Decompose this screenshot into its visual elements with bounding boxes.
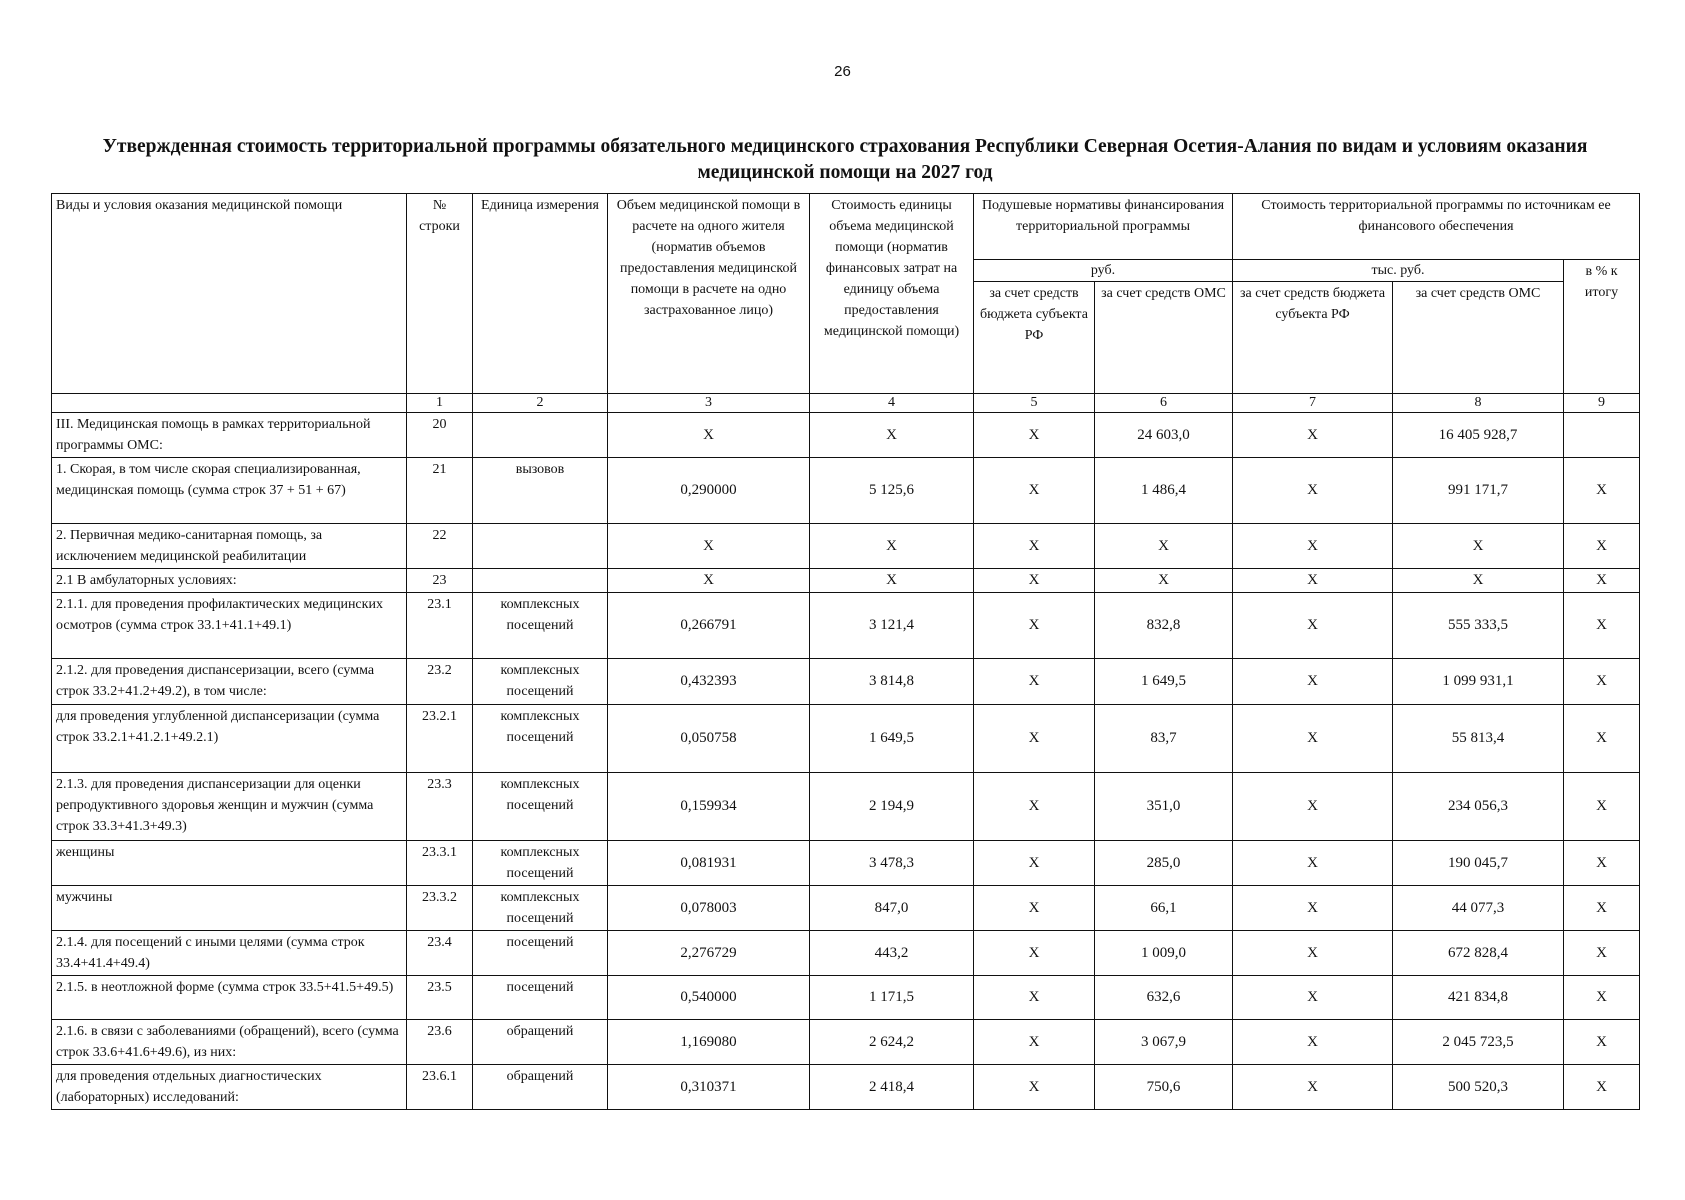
oms-thousand-cell: 500 520,3 [1393, 1065, 1564, 1110]
column-number: 5 [974, 394, 1095, 413]
table-row [52, 841, 1640, 886]
row-number: 23.5 [407, 976, 473, 1020]
budget-rub-cell: X [974, 569, 1095, 593]
volume-cell: X [608, 524, 810, 569]
row-number: 23.6 [407, 1020, 473, 1065]
pct-cell: X [1564, 569, 1640, 593]
row-number: 23.3.1 [407, 841, 473, 886]
document-title: Утвержденная стоимость территориальной программы обязательного медицинского страхования Республики Северная Осетия-Алания по видам и условиям оказания медицинской помощи на 2027 год [102, 136, 1588, 183]
budget-thousand-cell: X [1233, 593, 1393, 659]
budget-rub-cell: X [974, 931, 1095, 976]
header-unit: Единица измерения [473, 194, 608, 394]
row-unit: комплексных посещений [473, 841, 608, 886]
unit-cost-cell: 1 171,5 [810, 976, 974, 1020]
unit-cost-cell: X [810, 569, 974, 593]
header-unit-thousand-rub: тыс. руб. [1233, 260, 1564, 282]
row-unit: комплексных посещений [473, 886, 608, 931]
oms-rub-cell: 632,6 [1095, 976, 1233, 1020]
pct-cell: X [1564, 841, 1640, 886]
budget-rub-cell: X [974, 1020, 1095, 1065]
unit-cost-cell: X [810, 413, 974, 458]
row-name: для проведения отдельных диагностических (лабораторных) исследований: [52, 1065, 407, 1110]
table-row [52, 413, 1640, 458]
volume-cell: 0,050758 [608, 705, 810, 773]
table-row [52, 931, 1640, 976]
volume-cell: 0,290000 [608, 458, 810, 524]
oms-thousand-cell: 672 828,4 [1393, 931, 1564, 976]
header-pct: в % к итогу [1564, 260, 1640, 394]
budget-rub-cell: X [974, 705, 1095, 773]
budget-thousand-cell: X [1233, 976, 1393, 1020]
volume-cell: 0,540000 [608, 976, 810, 1020]
oms-thousand-cell: 2 045 723,5 [1393, 1020, 1564, 1065]
unit-cost-cell: 443,2 [810, 931, 974, 976]
row-number: 23.6.1 [407, 1065, 473, 1110]
row-name: 2.1.1. для проведения профилактических медицинских осмотров (сумма строк 33.1+41.1+49.1) [52, 593, 407, 659]
row-name: 2.1.5. в неотложной форме (сумма строк 33.5+41.5+49.5) [52, 976, 407, 1020]
volume-cell: 0,310371 [608, 1065, 810, 1110]
row-number: 23.1 [407, 593, 473, 659]
header-budget-rub: за счет средств бюджета субъекта РФ [974, 282, 1095, 394]
oms-thousand-cell: 1 099 931,1 [1393, 659, 1564, 705]
column-number: 6 [1095, 394, 1233, 413]
header-oms-rub: за счет средств ОМС [1095, 282, 1233, 394]
table-header [52, 194, 1640, 413]
header-name: Виды и условия оказания медицинской помощи [52, 194, 407, 394]
table-row [52, 659, 1640, 705]
budget-rub-cell: X [974, 458, 1095, 524]
unit-cost-cell: 5 125,6 [810, 458, 974, 524]
column-numbers-row [52, 394, 1640, 413]
pct-cell: X [1564, 705, 1640, 773]
volume-cell: 0,159934 [608, 773, 810, 841]
budget-thousand-cell: X [1233, 1020, 1393, 1065]
budget-rub-cell: X [974, 886, 1095, 931]
oms-rub-cell: 66,1 [1095, 886, 1233, 931]
table-body [52, 413, 1640, 1110]
header-volume: Объем медицинской помощи в расчете на одного жителя (норматив объемов предоставления медицинской помощи в расчете на одно застрахованное лицо) [608, 194, 810, 394]
table-row [52, 1065, 1640, 1110]
row-unit: вызовов [473, 458, 608, 524]
table-row [52, 773, 1640, 841]
oms-thousand-cell: 44 077,3 [1393, 886, 1564, 931]
row-number: 23.3.2 [407, 886, 473, 931]
oms-rub-cell: X [1095, 569, 1233, 593]
row-number: 22 [407, 524, 473, 569]
table-row [52, 569, 1640, 593]
budget-thousand-cell: X [1233, 659, 1393, 705]
oms-rub-cell: 1 009,0 [1095, 931, 1233, 976]
budget-thousand-cell: X [1233, 886, 1393, 931]
row-name: 2.1.3. для проведения диспансеризации для оценки репродуктивного здоровья женщин и мужчин (сумма строк 33.3+41.3+49.3) [52, 773, 407, 841]
header-per-capita-group: Подушевые нормативы финансирования территориальной программы [974, 194, 1233, 260]
header-total-group: Стоимость территориальной программы по источникам ее финансового обеспечения [1233, 194, 1640, 260]
oms-rub-cell: X [1095, 524, 1233, 569]
header-oms-thousand: за счет средств ОМС [1393, 282, 1564, 394]
column-number: 9 [1564, 394, 1640, 413]
budget-thousand-cell: X [1233, 569, 1393, 593]
row-number: 23 [407, 569, 473, 593]
row-number: 23.2 [407, 659, 473, 705]
oms-rub-cell: 832,8 [1095, 593, 1233, 659]
row-number: 21 [407, 458, 473, 524]
volume-cell: 1,169080 [608, 1020, 810, 1065]
row-unit [473, 569, 608, 593]
oms-rub-cell: 3 067,9 [1095, 1020, 1233, 1065]
oms-rub-cell: 83,7 [1095, 705, 1233, 773]
row-unit: обращений [473, 1065, 608, 1110]
oms-thousand-cell: 190 045,7 [1393, 841, 1564, 886]
table-row [52, 976, 1640, 1020]
budget-thousand-cell: X [1233, 524, 1393, 569]
pct-cell: X [1564, 1020, 1640, 1065]
table-row [52, 593, 1640, 659]
row-name: женщины [52, 841, 407, 886]
column-number: 1 [407, 394, 473, 413]
pct-cell: X [1564, 773, 1640, 841]
budget-rub-cell: X [974, 841, 1095, 886]
row-unit [473, 413, 608, 458]
table-row [52, 886, 1640, 931]
volume-cell: 0,266791 [608, 593, 810, 659]
table-row [52, 1020, 1640, 1065]
row-unit: комплексных посещений [473, 705, 608, 773]
pct-cell: X [1564, 976, 1640, 1020]
row-unit: посещений [473, 931, 608, 976]
oms-rub-cell: 285,0 [1095, 841, 1233, 886]
volume-cell: X [608, 569, 810, 593]
row-name: 1. Скорая, в том числе скорая специализированная, медицинская помощь (сумма строк 37 + 51 + 67) [52, 458, 407, 524]
column-number: 8 [1393, 394, 1564, 413]
oms-thousand-cell: 234 056,3 [1393, 773, 1564, 841]
header-budget-thousand: за счет средств бюджета субъекта РФ [1233, 282, 1393, 394]
budget-rub-cell: X [974, 524, 1095, 569]
pct-cell: X [1564, 886, 1640, 931]
volume-cell: 2,276729 [608, 931, 810, 976]
row-unit: комплексных посещений [473, 773, 608, 841]
volume-cell: X [608, 413, 810, 458]
row-name: 2. Первичная медико-санитарная помощь, за исключением медицинской реабилитации [52, 524, 407, 569]
oms-rub-cell: 1 649,5 [1095, 659, 1233, 705]
column-number: 2 [473, 394, 608, 413]
oms-rub-cell: 351,0 [1095, 773, 1233, 841]
budget-thousand-cell: X [1233, 413, 1393, 458]
budget-rub-cell: X [974, 593, 1095, 659]
pct-cell: X [1564, 931, 1640, 976]
row-unit: обращений [473, 1020, 608, 1065]
unit-cost-cell: 1 649,5 [810, 705, 974, 773]
oms-thousand-cell: 991 171,7 [1393, 458, 1564, 524]
column-number: 7 [1233, 394, 1393, 413]
row-unit [473, 524, 608, 569]
budget-rub-cell: X [974, 773, 1095, 841]
pct-cell: X [1564, 458, 1640, 524]
row-unit: комплексных посещений [473, 659, 608, 705]
cost-table [51, 193, 1640, 1110]
budget-thousand-cell: X [1233, 1065, 1393, 1110]
column-number: 4 [810, 394, 974, 413]
header-unit-cost: Стоимость единицы объема медицинской помощи (норматив финансовых затрат на единицу объема предоставления медицинской помощи) [810, 194, 974, 394]
row-name: для проведения углубленной диспансеризации (сумма строк 33.2.1+41.2.1+49.2.1) [52, 705, 407, 773]
page-number: 26 [834, 63, 851, 80]
volume-cell: 0,078003 [608, 886, 810, 931]
oms-thousand-cell: 421 834,8 [1393, 976, 1564, 1020]
pct-cell: X [1564, 593, 1640, 659]
budget-rub-cell: X [974, 413, 1095, 458]
oms-thousand-cell: 555 333,5 [1393, 593, 1564, 659]
budget-thousand-cell: X [1233, 773, 1393, 841]
oms-rub-cell: 750,6 [1095, 1065, 1233, 1110]
volume-cell: 0,081931 [608, 841, 810, 886]
row-name: 2.1.6. в связи с заболеваниями (обращений), всего (сумма строк 33.6+41.6+49.6), из них: [52, 1020, 407, 1065]
budget-thousand-cell: X [1233, 458, 1393, 524]
row-name: 2.1.4. для посещений с иными целями (сумма строк 33.4+41.4+49.4) [52, 931, 407, 976]
oms-thousand-cell: 55 813,4 [1393, 705, 1564, 773]
unit-cost-cell: X [810, 524, 974, 569]
row-number: 23.2.1 [407, 705, 473, 773]
header-unit-rub: руб. [974, 260, 1233, 282]
budget-thousand-cell: X [1233, 931, 1393, 976]
row-name: мужчины [52, 886, 407, 931]
row-unit: комплексных посещений [473, 593, 608, 659]
pct-cell: X [1564, 524, 1640, 569]
budget-thousand-cell: X [1233, 705, 1393, 773]
table-row [52, 524, 1640, 569]
table-row [52, 705, 1640, 773]
row-number: 20 [407, 413, 473, 458]
pct-cell: X [1564, 659, 1640, 705]
unit-cost-cell: 3 478,3 [810, 841, 974, 886]
unit-cost-cell: 2 194,9 [810, 773, 974, 841]
oms-thousand-cell: X [1393, 524, 1564, 569]
unit-cost-cell: 3 814,8 [810, 659, 974, 705]
row-name: III. Медицинская помощь в рамках территориальной программы ОМС: [52, 413, 407, 458]
oms-rub-cell: 24 603,0 [1095, 413, 1233, 458]
row-number: 23.4 [407, 931, 473, 976]
budget-rub-cell: X [974, 976, 1095, 1020]
pct-cell [1564, 413, 1640, 458]
row-unit: посещений [473, 976, 608, 1020]
budget-thousand-cell: X [1233, 841, 1393, 886]
unit-cost-cell: 3 121,4 [810, 593, 974, 659]
unit-cost-cell: 847,0 [810, 886, 974, 931]
pct-cell: X [1564, 1065, 1640, 1110]
oms-rub-cell: 1 486,4 [1095, 458, 1233, 524]
header-row-no: № строки [407, 194, 473, 394]
row-name: 2.1 В амбулаторных условиях: [52, 569, 407, 593]
row-number: 23.3 [407, 773, 473, 841]
column-number [52, 394, 407, 413]
budget-rub-cell: X [974, 659, 1095, 705]
oms-thousand-cell: 16 405 928,7 [1393, 413, 1564, 458]
row-name: 2.1.2. для проведения диспансеризации, всего (сумма строк 33.2+41.2+49.2), в том числе: [52, 659, 407, 705]
budget-rub-cell: X [974, 1065, 1095, 1110]
table-row [52, 458, 1640, 524]
oms-thousand-cell: X [1393, 569, 1564, 593]
volume-cell: 0,432393 [608, 659, 810, 705]
unit-cost-cell: 2 418,4 [810, 1065, 974, 1110]
unit-cost-cell: 2 624,2 [810, 1020, 974, 1065]
column-number: 3 [608, 394, 810, 413]
